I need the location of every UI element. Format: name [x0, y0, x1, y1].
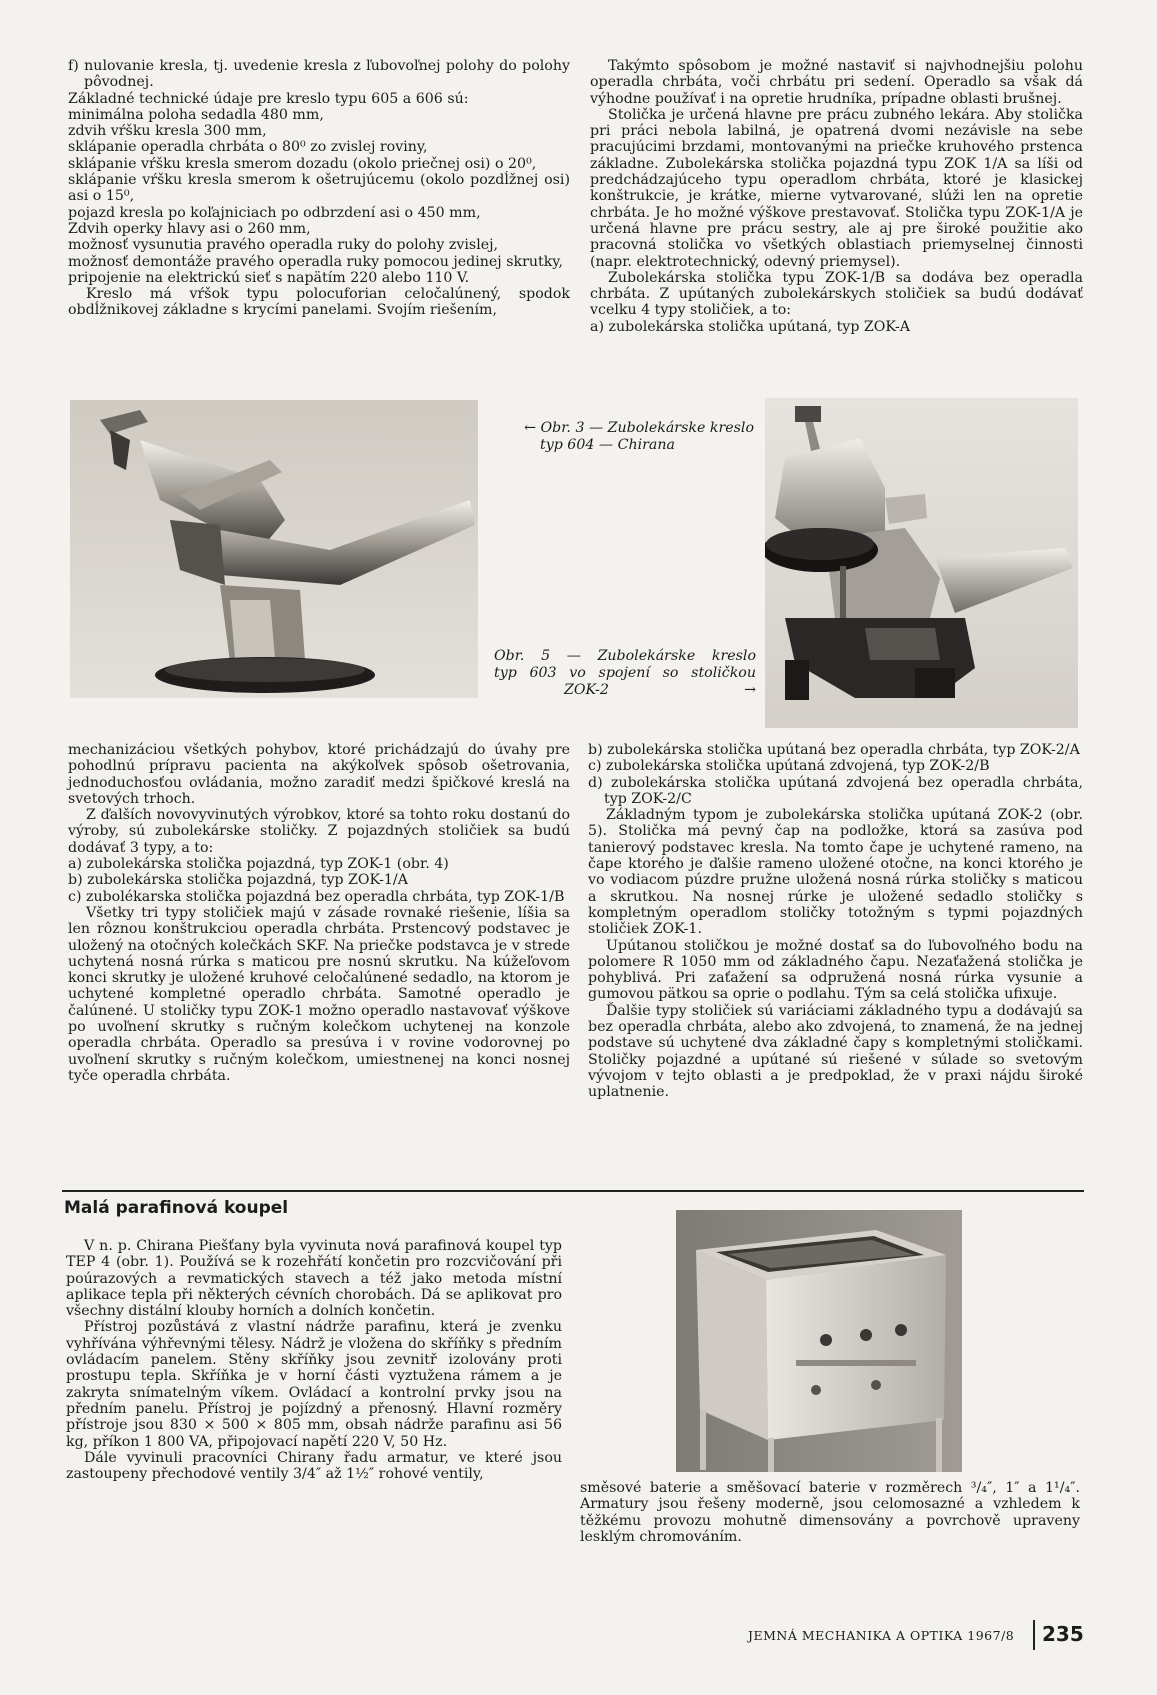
- top-right-column: [590, 58, 1083, 335]
- paragraph: mechanizáciou všetkých pohybov, ktoré prichádzajú do úvahy pre pohodlnú prípravu pacienta na akýkoľvek spôsob ošetrovania, jednoduchosťou ovládania, možno zaradiť medzi špičkové kreslá na svetových trhoch.: [68, 742, 570, 807]
- caption-line: Obr. 5 — Zubolekárske kreslo: [494, 648, 756, 664]
- paragraph: Dále vyvinuli pracovníci Chirany řadu armatur, ve které jsou zastoupeny přechodové ventily 3/4″ až 1½″ rohové ventily,: [66, 1449, 562, 1483]
- paragraph: sklápanie operadla chrbáta o 80⁰ zo zvislej roviny,: [68, 139, 428, 156]
- paragraph: f) nulovanie kresla, tj. uvedenie kresla z ľubovoľnej polohy do polohy pôvodnej.: [68, 58, 570, 91]
- paragraph: Přístroj pozůstává z vlastní nádrže parafinu, která je zvenku vyhřívána výhřevnými tělesy. Nádrž je vložena do skříňky s předním ovládacím panelem. Stěny skříňky jsou zevnitř izolovány proti prostupu tepla. Skříňka je v horní části vyztužena rámem a je zakryta snímatelným víkem. Ovládací a kontrolní prvky jsou na předním panelu. Přístroj je pojízdný a přenosný. Hlavní rozměry přístroje jsou 830 × 500 × 805 mm, obsah nádrže parafinu asi 56 kg, příkon 1 800 VA, připojovací napětí 220 V, 50 Hz.: [66, 1319, 562, 1450]
- paragraph: a) zubolekárska stolička pojazdná, typ ZOK-1 (obr. 4): [68, 856, 449, 873]
- section-right-column: [580, 1480, 1080, 1545]
- paragraph: Takýmto spôsobom je možné nastaviť si najvhodnejšiu polohu operadla chrbáta, voči chrbátu pri sedení. Operadlo sa však dá výhodne používať i na opretie hrudníka, prípadne oblasti brušnej.: [590, 58, 1083, 107]
- paragraph: pojazd kresla po koľajniciach po odbrzdení asi o 450 mm,: [68, 204, 481, 221]
- section-heading: Malá parafinová koupel: [64, 1198, 289, 1218]
- section-divider: [62, 1190, 1084, 1192]
- footer-divider: [1033, 1620, 1035, 1650]
- caption-line: ZOK-2 →: [564, 682, 756, 698]
- paragraph: Všetky tri typy stoličiek majú v zásade rovnaké riešenie, líšia sa len rôznou konštrukciou operadla chrbáta. Prstencový podstavec je uložený na otočných kolečkách SKF. Na priečke podstavca je v strede uchytená nosná rúrka s maticou pre nosnú skrutku. Na kúžeľovom konci skrutky je uložené kruhové celočalúnené sedadlo, na ktorom je uchytené kompletné operadlo chrbáta. Samotné operadlo je čalúnené. U stoličky typu ZOK-1 možno operadlo nastavovať výškove po uvoľnení skrutky s ručným kolečkom uchytenej na konzole operadla chrbáta. Operadlo sa presúva i v rovine vodorovnej po uvoľnení skrutky s ručným kolečkom, umiestnenej na konci nosnej tyče operadla chrbáta.: [68, 904, 570, 1084]
- paragraph: b) zubolekárska stolička pojazdná, typ ZOK-1/A: [68, 872, 408, 889]
- paragraph: c) zubolékarska stolička pojazdná bez operadla chrbáta, typ ZOK-1/B: [68, 888, 565, 905]
- paragraph: možnosť demontáže pravého operadla ruky pomocou jedinej skrutky,: [68, 253, 563, 270]
- paragraph: minimálna poloha sedadla 480 mm,: [68, 106, 324, 123]
- figure-caption-obr5: [494, 648, 756, 699]
- middle-left-column: [68, 742, 570, 1084]
- paragraph: Zdvih operky hlavy asi o 260 mm,: [68, 220, 311, 237]
- page-number: 235: [1042, 1622, 1084, 1646]
- dental-chair-photo-obr3: [70, 400, 478, 698]
- paragraph: zdvih vŕšku kresla 300 mm,: [68, 123, 267, 140]
- paragraph: Upútanou stoličkou je možné dostať sa do ľubovoľného bodu na polomere R 1050 mm od základného čapu. Nezaťažená stolička je pohyblivá. Pri zaťažení sa odpružená nosná rúrka vysunie a gumovou pätkou sa oprie o podlahu. Tým sa celá stolička ufixuje.: [588, 937, 1083, 1003]
- paragraph: V n. p. Chirana Piešťany byla vyvinuta nová parafinová koupel typ TEP 4 (obr. 1). Používá se k rozehřátí končetin pro rozcvičování při poúrazových a revmatických stavech a též jako metoda místní aplikace tepla při některých cévních chorobách. Dá se aplikovat pro všechny distální klouby horních a dolních končetin.: [66, 1238, 562, 1320]
- paragraph: Ďalšie typy stoličiek sú variáciami základného typu a dodávajú sa bez operadla chrbáta, alebo ako zdvojená, to znamená, že na jednej podstave sú uchytené dva základné čapy s kompletnými stoličkami. Stoličky pojazdné a upútané sú riešené v súlade so svetovým vývojom v tejto oblasti a je predpoklad, že v praxi nájdu široké uplatnenie.: [588, 1002, 1083, 1101]
- caption-line: typ 603 vo spojení so stoličkou: [494, 665, 756, 681]
- paragraph: d) zubolekárska stolička upútaná zdvojená bez operadla chrbáta, typ ZOK-2/C: [588, 774, 1083, 807]
- section-left-column: [66, 1238, 562, 1482]
- paragraph: Základným typom je zubolekárska stolička upútaná ZOK-2 (obr. 5). Stolička má pevný čap na podložke, ktorá sa zasúva pod tanierový podstavec kresla. Na tomto čape je uchytené rameno, na čape ktorého je ďalšie rameno uložené otočne, na konci ktorého je vo vodiacom púzdre pružne uložená nosná rúrka stoličky s maticou a skrutkou. Na nosnej rúrke je uložené sedadlo stoličky s kompletným operadlom stoličky totožným s typmi pojazdných stoličiek ZOK-1.: [588, 807, 1083, 938]
- paragraph: Základné technické údaje pre kreslo typu 605 a 606 sú:: [68, 90, 469, 107]
- paragraph: a) zubolekárska stolička upútaná, typ ZOK-A: [590, 318, 911, 335]
- paragraph: c) zubolekárska stolička upútaná zdvojená, typ ZOK-2/B: [588, 758, 990, 775]
- caption-line: ← Obr. 3 — Zubolekárske kreslo: [524, 420, 754, 436]
- top-left-column: [68, 58, 570, 319]
- paragraph: Z ďalších novovyvinutých výrobkov, ktoré sa tohto roku dostanú do výroby, sú zubolekárske stoličky. Z pojazdných stoličiek sa budú dodávať 3 typy, a to:: [68, 807, 570, 856]
- paragraph: pripojenie na elektrickú sieť s napätím 220 alebo 110 V.: [68, 269, 470, 286]
- dental-chair-photo-obr5: [765, 398, 1078, 728]
- paragraph: směsové baterie a směšovací baterie v rozměrech ³/₄″, 1″ a 1¹/₄″. Armatury jsou řešeny moderně, jsou celomosazné a vzhledem k těžkému provozu mohutně dimensovány a povrchově upraveny lesklým chromováním.: [580, 1480, 1080, 1545]
- paragraph: sklápanie vŕšku kresla smerom dozadu (okolo priečnej osi) o 20⁰,: [68, 155, 537, 172]
- paragraph: Zubolekárska stolička typu ZOK-1/B sa dodáva bez operadla chrbáta. Z upútaných zubolekárskych stoličiek sa budú dodávať vcelku 4 typy stoličiek, a to:: [590, 269, 1083, 319]
- paragraph: sklápanie vŕšku kresla smerom k ošetrujúcemu (okolo pozdĺžnej osi) asi o 15⁰,: [68, 172, 570, 205]
- paragraph: b) zubolekárska stolička upútaná bez operadla chrbáta, typ ZOK-2/A: [588, 742, 1080, 758]
- paragraph: Stolička je určená hlavne pre prácu zubného lekára. Aby stolička pri práci nebola labilná, je opatrená dvomi nezávisle na sebe pracujúcimi brzdami, montovanými na priečke kruhového prstenca základne. Zubolekárska stolička pojazdná typu ZOK 1/A sa líši od predchádzajúceho typu operadlom chrbáta, ktoré je klasickej konštrukcie, je krátke, mierne vytvarované, slúži len na opretie chrbáta. Je ho možné výškove prestavovať. Stolička typu ZOK-1/A je určená hlavne pre prácu sestry, ale aj pre široké použitie ako pracovná stolička vo všetkých oblastiach priemyselnej činnosti (napr. elektrotechnický, odevný priemysel).: [590, 106, 1083, 270]
- journal-footer: JEMNÁ MECHANIKA A OPTIKA 1967/8: [748, 1628, 1015, 1643]
- caption-line: typ 604 — Chirana: [540, 437, 675, 453]
- middle-right-column: [588, 742, 1083, 1101]
- paraffin-bath-photo: [676, 1210, 962, 1472]
- figure-caption-obr3: [492, 420, 754, 454]
- paragraph: možnosť vysunutia pravého operadla ruky do polohy zvislej,: [68, 237, 499, 254]
- paragraph: Kreslo má vŕšok typu polocuforian celočalúnený, spodok obdĺžnikovej základne s krycími panelami. Svojím riešením,: [68, 286, 570, 319]
